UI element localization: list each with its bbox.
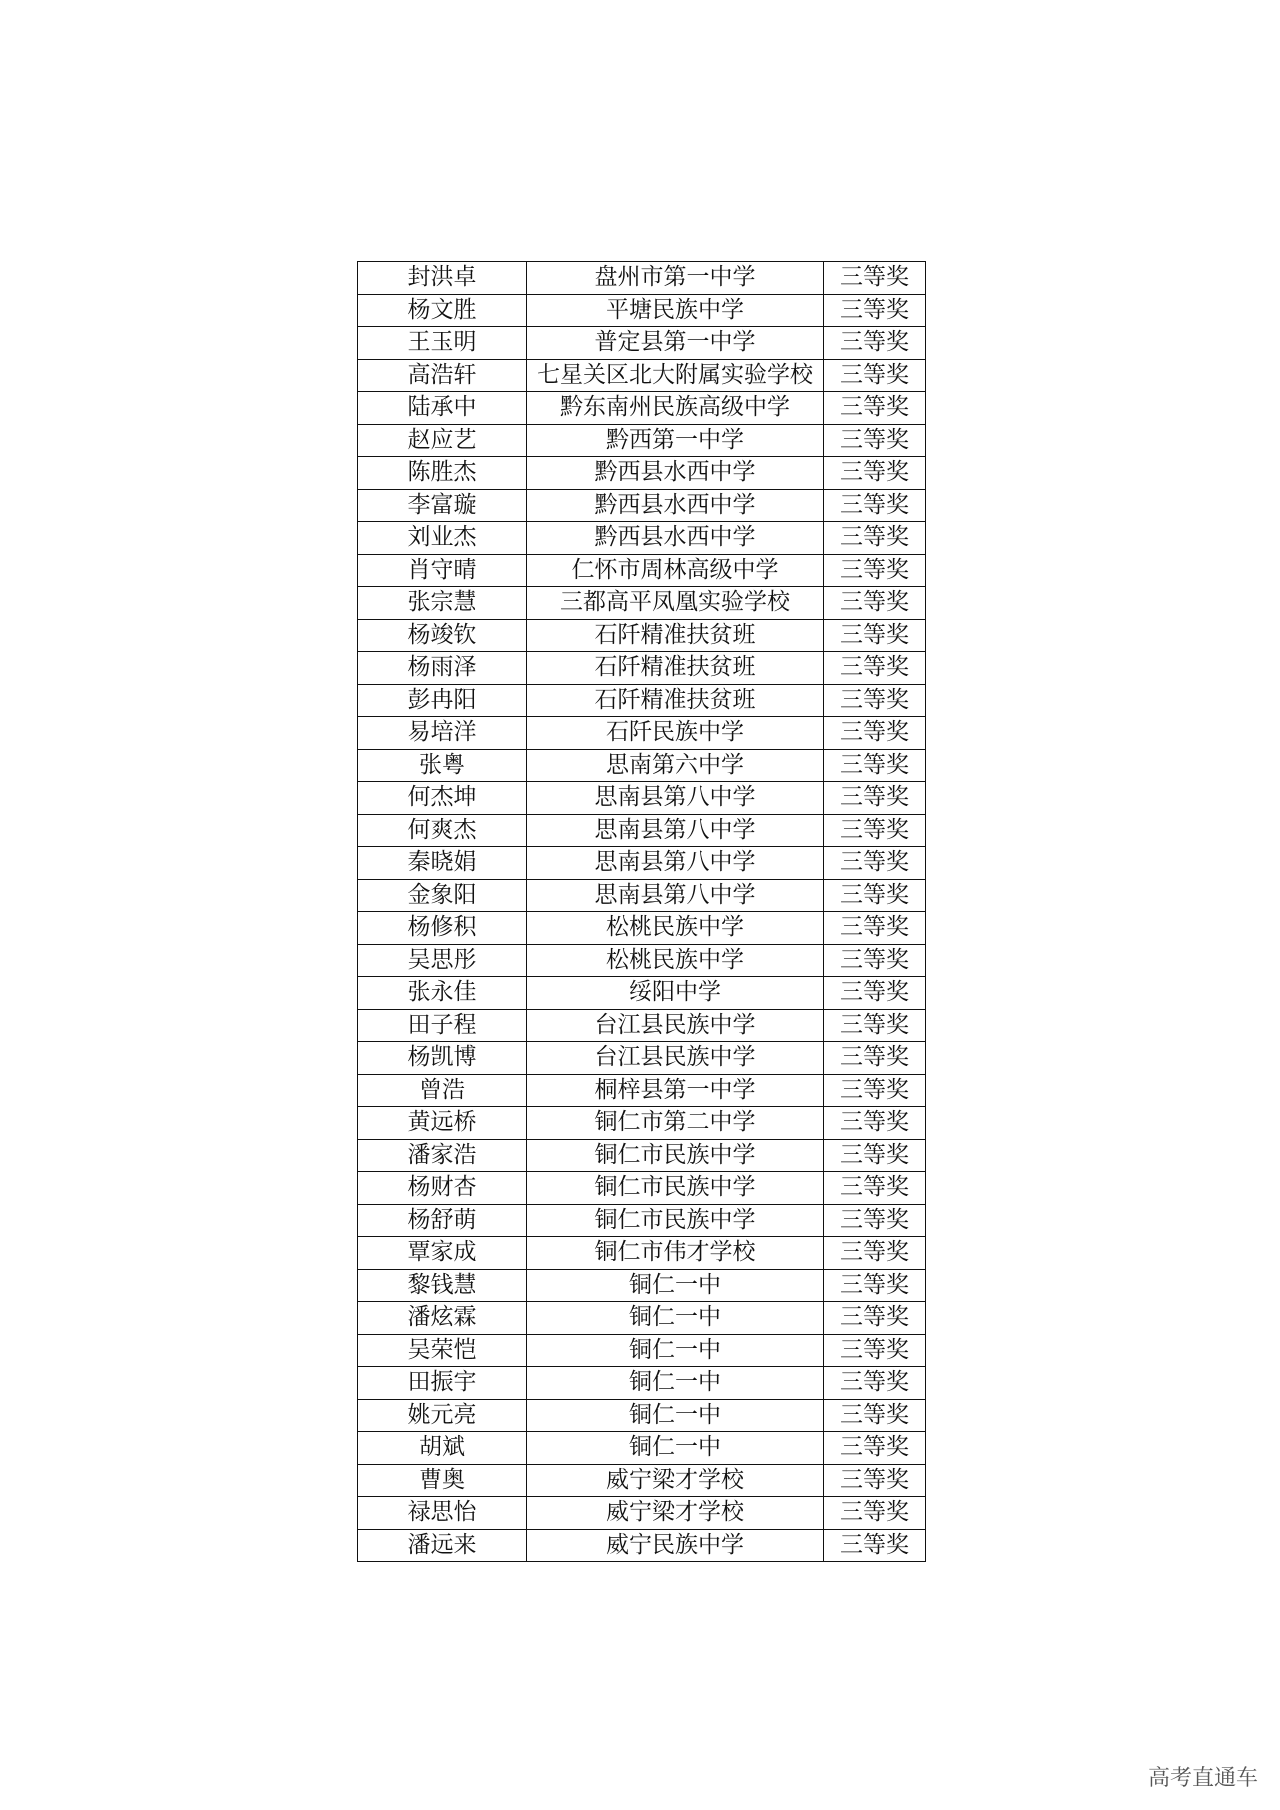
award-cell: 三等奖: [824, 652, 926, 685]
school-cell: 威宁民族中学: [527, 1529, 824, 1562]
name-cell: 杨财杏: [358, 1172, 527, 1205]
table-row: [358, 1204, 926, 1237]
name-cell: 赵应艺: [358, 424, 527, 457]
name-cell: 黎钱慧: [358, 1269, 527, 1302]
award-cell: 三等奖: [824, 1204, 926, 1237]
school-cell: 铜仁一中: [527, 1432, 824, 1465]
table-row: [358, 1269, 926, 1302]
school-cell: 绥阳中学: [527, 977, 824, 1010]
school-cell: 三都高平凤凰实验学校: [527, 587, 824, 620]
name-cell: 曾浩: [358, 1074, 527, 1107]
award-cell: 三等奖: [824, 1107, 926, 1140]
table-row: [358, 619, 926, 652]
table-row: [358, 327, 926, 360]
award-cell: 三等奖: [824, 619, 926, 652]
table-row: [358, 294, 926, 327]
award-cell: 三等奖: [824, 294, 926, 327]
award-cell: 三等奖: [824, 1172, 926, 1205]
school-cell: 松桃民族中学: [527, 912, 824, 945]
name-cell: 潘家浩: [358, 1139, 527, 1172]
name-cell: 潘炫霖: [358, 1302, 527, 1335]
table-row: [358, 554, 926, 587]
school-cell: 七星关区北大附属实验学校: [527, 359, 824, 392]
school-cell: 铜仁市伟才学校: [527, 1237, 824, 1270]
award-cell: 三等奖: [824, 1269, 926, 1302]
name-cell: 何杰坤: [358, 782, 527, 815]
name-cell: 杨修积: [358, 912, 527, 945]
table-row: [358, 262, 926, 295]
name-cell: 曹奥: [358, 1464, 527, 1497]
award-cell: 三等奖: [824, 424, 926, 457]
award-cell: 三等奖: [824, 1334, 926, 1367]
school-cell: 石阡民族中学: [527, 717, 824, 750]
table-row: [358, 587, 926, 620]
name-cell: 杨竣钦: [358, 619, 527, 652]
award-cell: 三等奖: [824, 1074, 926, 1107]
name-cell: 姚元亮: [358, 1399, 527, 1432]
school-cell: 威宁梁才学校: [527, 1497, 824, 1530]
award-cell: 三等奖: [824, 1399, 926, 1432]
award-cell: 三等奖: [824, 1139, 926, 1172]
table-row: [358, 912, 926, 945]
name-cell: 田振宇: [358, 1367, 527, 1400]
school-cell: 黔西县水西中学: [527, 457, 824, 490]
name-cell: 刘业杰: [358, 522, 527, 555]
school-cell: 铜仁一中: [527, 1334, 824, 1367]
name-cell: 杨文胜: [358, 294, 527, 327]
table-row: [358, 684, 926, 717]
school-cell: 铜仁一中: [527, 1269, 824, 1302]
school-cell: 思南县第八中学: [527, 847, 824, 880]
award-cell: 三等奖: [824, 522, 926, 555]
award-cell: 三等奖: [824, 489, 926, 522]
table-row: [358, 1399, 926, 1432]
name-cell: 金象阳: [358, 879, 527, 912]
award-table: [357, 261, 926, 1562]
award-cell: 三等奖: [824, 1497, 926, 1530]
school-cell: 桐梓县第一中学: [527, 1074, 824, 1107]
name-cell: 李富璇: [358, 489, 527, 522]
award-cell: 三等奖: [824, 1529, 926, 1562]
award-cell: 三等奖: [824, 944, 926, 977]
table-row: [358, 424, 926, 457]
school-cell: 思南县第八中学: [527, 879, 824, 912]
school-cell: 铜仁市民族中学: [527, 1172, 824, 1205]
award-cell: 三等奖: [824, 1237, 926, 1270]
name-cell: 黄远桥: [358, 1107, 527, 1140]
school-cell: 铜仁市民族中学: [527, 1204, 824, 1237]
name-cell: 彭冉阳: [358, 684, 527, 717]
table-row: [358, 1237, 926, 1270]
award-cell: 三等奖: [824, 814, 926, 847]
award-cell: 三等奖: [824, 554, 926, 587]
school-cell: 松桃民族中学: [527, 944, 824, 977]
award-cell: 三等奖: [824, 1464, 926, 1497]
name-cell: 封洪卓: [358, 262, 527, 295]
school-cell: 思南县第八中学: [527, 782, 824, 815]
award-table-body: [358, 262, 926, 1562]
school-cell: 铜仁一中: [527, 1367, 824, 1400]
table-row: [358, 1172, 926, 1205]
school-cell: 黔东南州民族高级中学: [527, 392, 824, 425]
name-cell: 田子程: [358, 1009, 527, 1042]
school-cell: 盘州市第一中学: [527, 262, 824, 295]
school-cell: 黔西县水西中学: [527, 489, 824, 522]
award-cell: 三等奖: [824, 1009, 926, 1042]
table-row: [358, 489, 926, 522]
table-row: [358, 392, 926, 425]
school-cell: 威宁梁才学校: [527, 1464, 824, 1497]
table-row: [358, 1432, 926, 1465]
school-cell: 仁怀市周林高级中学: [527, 554, 824, 587]
table-row: [358, 1009, 926, 1042]
award-cell: 三等奖: [824, 684, 926, 717]
name-cell: 覃家成: [358, 1237, 527, 1270]
award-cell: 三等奖: [824, 847, 926, 880]
award-cell: 三等奖: [824, 392, 926, 425]
table-row: [358, 1107, 926, 1140]
school-cell: 铜仁一中: [527, 1399, 824, 1432]
school-cell: 黔西第一中学: [527, 424, 824, 457]
name-cell: 陆承中: [358, 392, 527, 425]
name-cell: 张粤: [358, 749, 527, 782]
table-row: [358, 1139, 926, 1172]
award-cell: 三等奖: [824, 977, 926, 1010]
school-cell: 台江县民族中学: [527, 1009, 824, 1042]
name-cell: 杨凯博: [358, 1042, 527, 1075]
school-cell: 平塘民族中学: [527, 294, 824, 327]
name-cell: 肖守晴: [358, 554, 527, 587]
table-row: [358, 1302, 926, 1335]
name-cell: 吴荣恺: [358, 1334, 527, 1367]
table-row: [358, 944, 926, 977]
award-cell: 三等奖: [824, 1367, 926, 1400]
name-cell: 吴思彤: [358, 944, 527, 977]
name-cell: 杨雨泽: [358, 652, 527, 685]
table-row: [358, 359, 926, 392]
table-row: [358, 1529, 926, 1562]
name-cell: 张宗慧: [358, 587, 527, 620]
school-cell: 黔西县水西中学: [527, 522, 824, 555]
school-cell: 石阡精准扶贫班: [527, 652, 824, 685]
name-cell: 王玉明: [358, 327, 527, 360]
name-cell: 秦晓娟: [358, 847, 527, 880]
name-cell: 何爽杰: [358, 814, 527, 847]
school-cell: 石阡精准扶贫班: [527, 684, 824, 717]
table-row: [358, 1367, 926, 1400]
award-cell: 三等奖: [824, 262, 926, 295]
name-cell: 潘远来: [358, 1529, 527, 1562]
school-cell: 普定县第一中学: [527, 327, 824, 360]
table-row: [358, 457, 926, 490]
table-row: [358, 814, 926, 847]
school-cell: 思南第六中学: [527, 749, 824, 782]
award-cell: 三等奖: [824, 717, 926, 750]
school-cell: 铜仁市第二中学: [527, 1107, 824, 1140]
school-cell: 铜仁一中: [527, 1302, 824, 1335]
name-cell: 杨舒萌: [358, 1204, 527, 1237]
school-cell: 台江县民族中学: [527, 1042, 824, 1075]
award-cell: 三等奖: [824, 457, 926, 490]
table-row: [358, 1334, 926, 1367]
school-cell: 铜仁市民族中学: [527, 1139, 824, 1172]
table-row: [358, 879, 926, 912]
table-row: [358, 1497, 926, 1530]
name-cell: 胡斌: [358, 1432, 527, 1465]
award-cell: 三等奖: [824, 879, 926, 912]
award-cell: 三等奖: [824, 359, 926, 392]
table-row: [358, 652, 926, 685]
award-cell: 三等奖: [824, 1302, 926, 1335]
table-row: [358, 522, 926, 555]
table-row: [358, 717, 926, 750]
award-cell: 三等奖: [824, 1432, 926, 1465]
school-cell: 思南县第八中学: [527, 814, 824, 847]
award-cell: 三等奖: [824, 587, 926, 620]
school-cell: 石阡精准扶贫班: [527, 619, 824, 652]
watermark-text: 高考直通车: [1147, 1766, 1258, 1791]
award-cell: 三等奖: [824, 782, 926, 815]
award-cell: 三等奖: [824, 327, 926, 360]
award-cell: 三等奖: [824, 912, 926, 945]
table-row: [358, 977, 926, 1010]
award-cell: 三等奖: [824, 749, 926, 782]
award-cell: 三等奖: [824, 1042, 926, 1075]
table-row: [358, 1042, 926, 1075]
name-cell: 易培洋: [358, 717, 527, 750]
table-row: [358, 847, 926, 880]
name-cell: 张永佳: [358, 977, 527, 1010]
name-cell: 禄思怡: [358, 1497, 527, 1530]
name-cell: 高浩轩: [358, 359, 527, 392]
table-row: [358, 782, 926, 815]
table-row: [358, 1074, 926, 1107]
table-row: [358, 1464, 926, 1497]
name-cell: 陈胜杰: [358, 457, 527, 490]
table-row: [358, 749, 926, 782]
